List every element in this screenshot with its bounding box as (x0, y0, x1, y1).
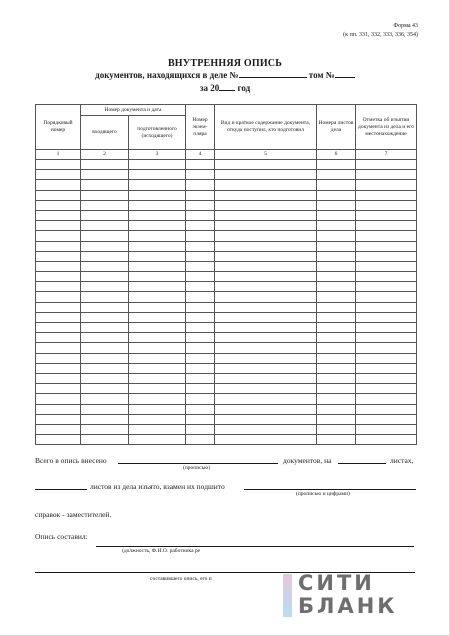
table-cell[interactable] (129, 170, 186, 180)
table-cell[interactable] (317, 200, 356, 210)
table-cell[interactable] (81, 353, 129, 363)
inventory-table (35, 104, 417, 445)
table-cell[interactable] (129, 343, 186, 353)
table-cell[interactable] (317, 424, 356, 434)
table-cell[interactable] (215, 160, 317, 170)
compiler-position-blank[interactable] (96, 546, 414, 547)
table-cell[interactable] (36, 180, 81, 190)
table-cell[interactable] (317, 435, 356, 445)
table-cell[interactable] (215, 200, 317, 210)
table-cell[interactable] (317, 292, 356, 302)
table-cell[interactable] (36, 160, 81, 170)
table-cell[interactable] (129, 200, 186, 210)
table-cell[interactable] (215, 221, 317, 231)
table-cell[interactable] (317, 323, 356, 333)
table-cell[interactable] (186, 221, 215, 231)
table-cell[interactable] (129, 302, 186, 312)
column-number: 6 (317, 150, 356, 160)
table-cell[interactable] (215, 272, 317, 282)
table-cell[interactable] (317, 241, 356, 251)
table-cell[interactable] (36, 292, 81, 302)
table-cell[interactable] (215, 292, 317, 302)
table-cell[interactable] (186, 261, 215, 271)
table-cell[interactable] (129, 282, 186, 292)
table-cell[interactable] (356, 231, 417, 241)
table-cell[interactable] (356, 282, 417, 292)
hint-in-words: (прописью) (183, 465, 211, 471)
title-case-text: документов, находящихся в деле № (95, 70, 239, 80)
title-case-line (0, 69, 450, 82)
company-logo (283, 571, 417, 621)
table-cell[interactable] (186, 282, 215, 292)
table-cell[interactable] (81, 435, 129, 445)
table-cell[interactable] (186, 363, 215, 373)
table-cell[interactable] (215, 251, 317, 261)
table-cell[interactable] (317, 170, 356, 180)
table-cell[interactable] (356, 404, 417, 414)
table-cell[interactable] (215, 353, 317, 363)
table-row (36, 333, 417, 343)
form-number-block (343, 22, 418, 40)
removed-sheets-blank[interactable] (35, 489, 87, 490)
table-row (36, 414, 417, 424)
header-sheet-numbers: Номера листов дела (317, 105, 356, 150)
table-cell[interactable] (81, 231, 129, 241)
table-cell[interactable] (356, 424, 417, 434)
table-cell[interactable] (81, 221, 129, 231)
table-cell[interactable] (81, 394, 129, 404)
header-document-type-content: Вид и краткое содержание документа, откуда поступил, кто подготовил (215, 105, 317, 150)
table-row (36, 261, 417, 271)
table-cell[interactable] (186, 333, 215, 343)
table-cell[interactable] (36, 394, 81, 404)
table-row (36, 394, 417, 404)
table-cell[interactable] (81, 373, 129, 383)
table-row (36, 292, 417, 302)
header-incoming: входящего (81, 116, 129, 150)
column-number-row (36, 150, 417, 160)
table-cell[interactable] (129, 292, 186, 302)
table-cell[interactable] (356, 200, 417, 210)
table-cell[interactable] (81, 302, 129, 312)
table-cell[interactable] (129, 384, 186, 394)
table-cell[interactable] (317, 160, 356, 170)
table-cell[interactable] (356, 251, 417, 261)
table-cell[interactable] (317, 210, 356, 220)
table-row (36, 231, 417, 241)
table-cell[interactable] (81, 363, 129, 373)
table-cell[interactable] (186, 292, 215, 302)
table-cell[interactable] (129, 363, 186, 373)
table-cell[interactable] (356, 190, 417, 200)
table-row (36, 384, 417, 394)
title-volume-text: том № (308, 70, 335, 80)
table-cell[interactable] (186, 435, 215, 445)
table-cell[interactable] (81, 210, 129, 220)
table-cell[interactable] (36, 363, 81, 373)
table-row (36, 404, 417, 414)
table-cell[interactable] (317, 251, 356, 261)
table-row (36, 323, 417, 333)
table-cell[interactable] (215, 231, 317, 241)
document-title (0, 58, 450, 95)
table-cell[interactable] (215, 424, 317, 434)
table-cell[interactable] (215, 241, 317, 251)
table-cell[interactable] (186, 373, 215, 383)
table-cell[interactable] (215, 363, 317, 373)
table-row (36, 343, 417, 353)
table-cell[interactable] (81, 414, 129, 424)
table-cell[interactable] (81, 404, 129, 414)
title-year-suffix: год (237, 83, 251, 93)
table-cell[interactable] (129, 435, 186, 445)
table-cell[interactable] (129, 221, 186, 231)
table-cell[interactable] (215, 435, 317, 445)
logo-line-1: СИТИ (298, 571, 375, 595)
table-cell[interactable] (186, 394, 215, 404)
volume-number-blank[interactable] (335, 69, 355, 78)
table-cell[interactable] (129, 261, 186, 271)
table-cell[interactable] (81, 343, 129, 353)
table-cell[interactable] (36, 221, 81, 231)
table-cell[interactable] (317, 384, 356, 394)
table-cell[interactable] (186, 210, 215, 220)
table-row (36, 210, 417, 220)
table-cell[interactable] (36, 190, 81, 200)
title-year-line (0, 82, 450, 95)
table-cell[interactable] (356, 302, 417, 312)
total-sheets-label: листах, (390, 456, 414, 465)
table-cell[interactable] (81, 333, 129, 343)
replacements-count-blank[interactable] (244, 489, 416, 490)
table-row (36, 272, 417, 282)
table-cell[interactable] (186, 343, 215, 353)
table-cell[interactable] (129, 414, 186, 424)
table-cell[interactable] (81, 292, 129, 302)
year-blank[interactable] (219, 82, 235, 91)
form-number: Форма 43 (393, 23, 418, 29)
hint-compiler: составившего опись, его п (150, 576, 212, 582)
table-cell[interactable] (36, 404, 81, 414)
table-cell[interactable] (356, 333, 417, 343)
table-cell[interactable] (36, 373, 81, 383)
logo-gradient-bar (283, 574, 292, 617)
table-row (36, 241, 417, 251)
table-cell[interactable] (36, 210, 81, 220)
table-row (36, 190, 417, 200)
table-cell[interactable] (186, 424, 215, 434)
table-cell[interactable] (36, 251, 81, 261)
table-row (36, 424, 417, 434)
table-cell[interactable] (356, 414, 417, 424)
table-row (36, 200, 417, 210)
table-cell[interactable] (186, 170, 215, 180)
table-row (36, 312, 417, 322)
table-cell[interactable] (36, 414, 81, 424)
table-cell[interactable] (186, 302, 215, 312)
table-cell[interactable] (186, 404, 215, 414)
logo-line-2: БЛАНК (298, 594, 398, 618)
table-cell[interactable] (215, 302, 317, 312)
table-cell[interactable] (356, 373, 417, 383)
table-cell[interactable] (81, 170, 129, 180)
table-cell[interactable] (215, 384, 317, 394)
table-cell[interactable] (129, 333, 186, 343)
table-cell[interactable] (81, 384, 129, 394)
table-cell[interactable] (356, 292, 417, 302)
table-cell[interactable] (356, 221, 417, 231)
table-cell[interactable] (81, 323, 129, 333)
table-cell[interactable] (186, 384, 215, 394)
column-number: 7 (356, 150, 417, 160)
table-cell[interactable] (356, 343, 417, 353)
table-cell[interactable] (317, 353, 356, 363)
table-cell[interactable] (215, 373, 317, 383)
table-cell[interactable] (186, 272, 215, 282)
table-row (36, 302, 417, 312)
table-cell[interactable] (81, 251, 129, 261)
column-number: 5 (215, 150, 317, 160)
table-cell[interactable] (215, 282, 317, 292)
table-cell[interactable] (317, 404, 356, 414)
table-cell[interactable] (215, 394, 317, 404)
table-cell[interactable] (186, 323, 215, 333)
table-cell[interactable] (215, 333, 317, 343)
table-cell[interactable] (81, 261, 129, 271)
table-cell[interactable] (186, 241, 215, 251)
hint-in-words-digits: (прописью и цифрами) (296, 491, 350, 497)
table-cell[interactable] (36, 241, 81, 251)
table-cell[interactable] (36, 343, 81, 353)
table-cell[interactable] (356, 363, 417, 373)
header-removal-note: Отметка об изъятии документа из дела и его местонахождение (356, 105, 417, 150)
table-cell[interactable] (36, 353, 81, 363)
table-cell[interactable] (186, 231, 215, 241)
table-cell[interactable] (129, 272, 186, 282)
table-cell[interactable] (129, 404, 186, 414)
title-year-prefix: за 20 (199, 83, 220, 93)
table-cell[interactable] (215, 312, 317, 322)
total-documents-label: документов, на (283, 456, 332, 465)
header-document-number-date: Номер документа и дата (81, 105, 186, 116)
table-cell[interactable] (81, 424, 129, 434)
table-cell[interactable] (36, 435, 81, 445)
table-cell[interactable] (129, 160, 186, 170)
form-reference: (к пп. 331, 332, 333, 336, 354) (343, 32, 418, 38)
table-cell[interactable] (215, 404, 317, 414)
table-cell[interactable] (129, 180, 186, 190)
column-number: 2 (81, 150, 129, 160)
table-cell[interactable] (356, 272, 417, 282)
table-row (36, 221, 417, 231)
table-cell[interactable] (356, 353, 417, 363)
table-cell[interactable] (36, 302, 81, 312)
table-cell[interactable] (81, 241, 129, 251)
table-cell[interactable] (317, 363, 356, 373)
table-cell[interactable] (317, 272, 356, 282)
table-cell[interactable] (186, 251, 215, 261)
table-cell[interactable] (317, 221, 356, 231)
column-number: 3 (129, 150, 186, 160)
table-cell[interactable] (215, 190, 317, 200)
table-cell[interactable] (215, 323, 317, 333)
table-cell[interactable] (129, 241, 186, 251)
compiled-by-label: Опись составил: (35, 532, 88, 541)
table-cell[interactable] (317, 231, 356, 241)
table-cell[interactable] (36, 384, 81, 394)
table-cell[interactable] (356, 241, 417, 251)
table-cell[interactable] (36, 170, 81, 180)
table-cell[interactable] (186, 200, 215, 210)
table-cell[interactable] (317, 373, 356, 383)
table-cell[interactable] (215, 210, 317, 220)
table-cell[interactable] (356, 394, 417, 404)
table-cell[interactable] (215, 170, 317, 180)
table-cell[interactable] (215, 343, 317, 353)
table-cell[interactable] (215, 180, 317, 190)
table-cell[interactable] (356, 210, 417, 220)
table-cell[interactable] (129, 231, 186, 241)
table-cell[interactable] (317, 312, 356, 322)
table-row (36, 282, 417, 292)
header-sequence-number: Порядковый номер (36, 105, 81, 150)
table-cell[interactable] (317, 180, 356, 190)
table-cell[interactable] (36, 312, 81, 322)
table-cell[interactable] (356, 180, 417, 190)
removed-sheets-label: листов из дела изъято, взамен их подшито (90, 482, 225, 491)
table-cell[interactable] (215, 261, 317, 271)
table-cell[interactable] (129, 312, 186, 322)
hint-position-name: (должность, Ф.И.О. работника ре (122, 548, 201, 554)
table-row (36, 353, 417, 363)
table-cell[interactable] (36, 323, 81, 333)
table-cell[interactable] (129, 353, 186, 363)
table-cell[interactable] (129, 424, 186, 434)
table-cell[interactable] (215, 414, 317, 424)
header-outgoing: подготовленного (исходящего) (129, 116, 186, 150)
table-cell[interactable] (129, 210, 186, 220)
table-cell[interactable] (186, 160, 215, 170)
table-cell[interactable] (129, 373, 186, 383)
table-cell[interactable] (356, 160, 417, 170)
total-documents-blank[interactable] (118, 463, 278, 464)
table-cell[interactable] (81, 160, 129, 170)
column-number: 1 (36, 150, 81, 160)
table-cell[interactable] (356, 312, 417, 322)
table-cell[interactable] (317, 333, 356, 343)
table-cell[interactable] (317, 394, 356, 404)
case-number-blank[interactable] (239, 69, 307, 78)
total-label: Всего в опись внесено (35, 456, 107, 465)
table-cell[interactable] (317, 302, 356, 312)
table-cell[interactable] (317, 261, 356, 271)
table-cell[interactable] (129, 251, 186, 261)
table-cell[interactable] (81, 200, 129, 210)
table-cell[interactable] (317, 190, 356, 200)
table-cell[interactable] (356, 170, 417, 180)
table-cell[interactable] (317, 343, 356, 353)
table-cell[interactable] (81, 312, 129, 322)
table-row (36, 373, 417, 383)
table-cell[interactable] (81, 190, 129, 200)
table-cell[interactable] (36, 282, 81, 292)
table-cell[interactable] (317, 414, 356, 424)
table-cell[interactable] (129, 394, 186, 404)
table-cell[interactable] (186, 190, 215, 200)
table-cell[interactable] (356, 261, 417, 271)
table-row (36, 160, 417, 170)
column-number: 4 (186, 150, 215, 160)
table-row (36, 435, 417, 445)
table-cell[interactable] (356, 435, 417, 445)
total-sheets-blank[interactable] (338, 463, 386, 464)
header-copy-number: Номер экзем-пляра (186, 105, 215, 150)
table-cell[interactable] (317, 282, 356, 292)
table-cell[interactable] (36, 200, 81, 210)
table-cell[interactable] (129, 190, 186, 200)
table-cell[interactable] (81, 180, 129, 190)
title-main: ВНУТРЕННЯЯ ОПИСЬ (167, 58, 283, 69)
table-cell[interactable] (36, 231, 81, 241)
table-cell[interactable] (356, 384, 417, 394)
table-cell[interactable] (36, 261, 81, 271)
table-row (36, 180, 417, 190)
table-cell[interactable] (81, 272, 129, 282)
replacement-certificates-label: справок - заместителей. (35, 510, 112, 519)
table-cell[interactable] (36, 272, 81, 282)
table-cell[interactable] (186, 414, 215, 424)
table-row (36, 363, 417, 373)
table-row (36, 170, 417, 180)
table-cell[interactable] (186, 353, 215, 363)
table-cell[interactable] (186, 180, 215, 190)
table-cell[interactable] (356, 323, 417, 333)
table-cell[interactable] (81, 282, 129, 292)
table-row (36, 251, 417, 261)
table-cell[interactable] (129, 323, 186, 333)
table-cell[interactable] (186, 312, 215, 322)
table-cell[interactable] (36, 424, 81, 434)
table-cell[interactable] (36, 333, 81, 343)
